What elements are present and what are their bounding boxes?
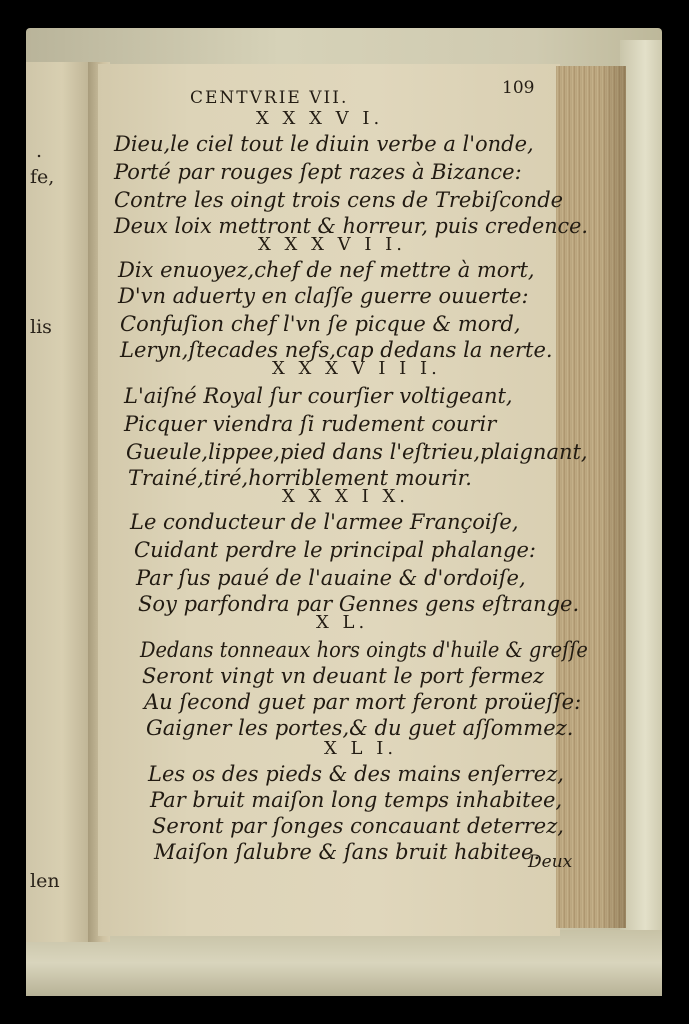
running-head: CENTVRIE VII. (190, 88, 349, 108)
verse-line: Seront vingt vn deuant le port fermez (142, 664, 545, 688)
page-edge-shadow (600, 66, 626, 928)
verse-line: Trainé,tiré,horriblement mourir. (128, 466, 472, 490)
quatrain-numeral: X X X I X. (282, 486, 409, 507)
verse-line: L'aiſné Royal ſur courſier voltigeant, (124, 384, 513, 408)
quatrain-numeral: X X X V I I. (258, 234, 406, 255)
catchword: Deux (528, 852, 573, 872)
verse-line: Contre les oingt trois cens de Trebiſconde (114, 188, 564, 212)
verse-line: Le conducteur de l'armee Françoiſe, (130, 510, 519, 534)
verse-line: Porté par rouges ſept razes à Bizance: (114, 160, 522, 184)
page-number: 109 (502, 78, 535, 98)
verse-line: Par ſus paué de l'auaine & d'ordoiſe, (136, 566, 526, 590)
left-margin-fragment: . (36, 140, 43, 162)
verse-line: Dieu,le ciel tout le diuin verbe a l'onde, (114, 132, 534, 156)
verse-line: Cuidant perdre le principal phalange: (134, 538, 536, 562)
verse-line: Maiſon ſalubre & ſans bruit habitee. (154, 840, 541, 864)
cover-bottom-flap (26, 930, 662, 996)
verse-line: Gaigner les portes,& du guet aſſommez. (146, 716, 574, 740)
left-margin-fragment: fe, (30, 166, 55, 188)
verse-line: Soy parfondra par Gennes gens eſtrange. (138, 592, 580, 616)
verse-line: Au ſecond guet par mort feront proüeſſe: (144, 690, 582, 714)
verse-line: D'vn aduerty en claſſe guerre ouuerte: (118, 284, 529, 308)
quatrain-numeral: X X X V I. (256, 108, 384, 129)
left-margin-fragment: len (30, 870, 60, 892)
verse-line: Dedans tonneaux hors oingts d'huile & greſſe (140, 638, 588, 662)
quatrain-numeral: X X X V I I I. (272, 358, 441, 379)
quatrain-numeral: X L. (316, 612, 369, 633)
verse-line: Deux loix mettront & horreur, puis credence. (114, 214, 588, 238)
verse-line: Les os des pieds & des mains enſerrez, (148, 762, 564, 786)
verse-line: Leryn,ſtecades nefs,cap dedans la nerte. (120, 338, 553, 362)
verse-line: Confuſion chef l'vn ſe picque & mord, (120, 312, 521, 336)
verse-line: Gueule,lippee,pied dans l'eſtrieu,plaignant, (126, 440, 588, 464)
left-margin-fragment: lis (30, 316, 52, 338)
verse-line: Seront par ſonges concauant deterrez, (152, 814, 564, 838)
cover-right-flap (620, 40, 662, 980)
verse-line: Picquer viendra ſi rudement courir (124, 412, 497, 436)
verse-line: Dix enuoyez,chef de nef mettre à mort, (118, 258, 535, 282)
verse-line: Par bruit maiſon long temps inhabitee, (150, 788, 563, 812)
quatrain-numeral: X L I. (324, 738, 398, 759)
